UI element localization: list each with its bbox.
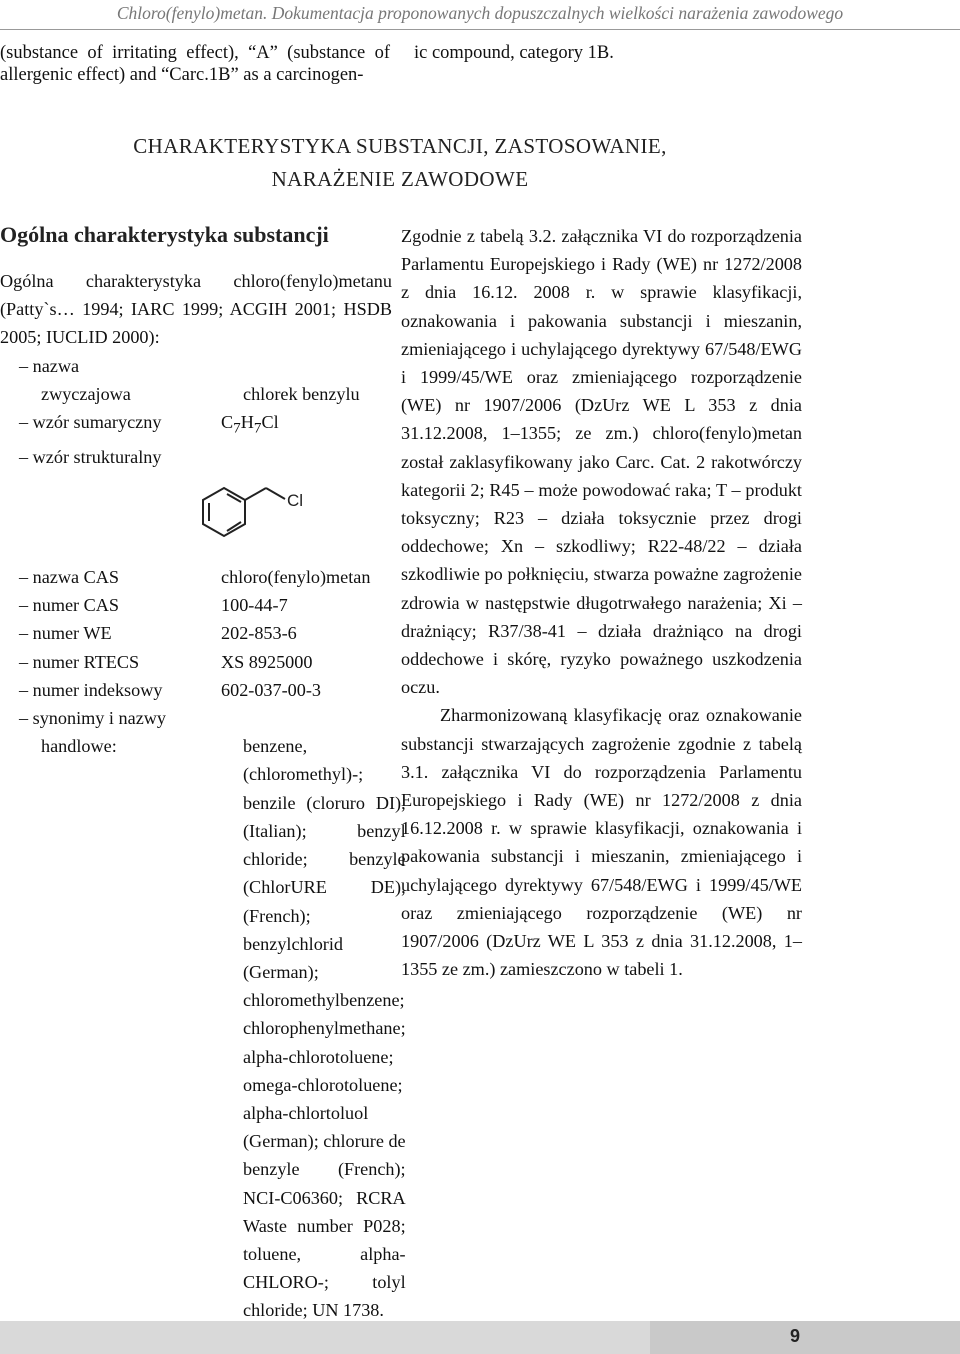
index-number-row xyxy=(0,676,392,704)
common-name-label: zwyczajowa xyxy=(41,383,131,404)
index-number-label: – numer indeksowy xyxy=(19,679,163,700)
name-label: – nazwa xyxy=(19,355,80,376)
footer-page-box xyxy=(650,1321,960,1354)
cas-name-row xyxy=(0,563,392,591)
section-heading-line1: CHARAKTERYSTYKA SUBSTANCJI, ZASTOSOWANIE, xyxy=(133,134,667,158)
harmonized-classification-paragraph: Zharmonizowaną klasyfikację oraz oznakowanie substancji stwarzających zagrożenie zgodnie z tabelą 3.1. załącznika VI do rozporządzenia Parlamentu Europejskiego i Rady (WE) nr 1272/2008 z dnia 16.12.2008 r. w sprawie klasyfikacji, oznakowania i pakowania substancji i mieszanin, zmieniającego i uchylającego dyrektywy 67/548/EWG i 1999/45/WE oraz zmieniającego rozporządzenie (WE) nr 1907/2006 (DzUrz WE L 353 z dnia 31.12.2008, 1–1355 ze zm.) zamieszczono w tabeli 1. xyxy=(401,705,802,980)
intro-paragraph: Ogólna charakterystyka chloro(fenylo)metanu (Patty`s… 1994; IARC 1999; ACGIH 2001; HSDB 2005; IUCLID 2000): xyxy=(0,271,392,348)
index-number-value: 602-037-00-3 xyxy=(221,679,322,700)
we-number-label: – numer WE xyxy=(19,623,112,644)
structural-label: – wzór strukturalny xyxy=(19,446,162,467)
formula-h-sub: 7 xyxy=(253,419,262,437)
common-name-value: chlorek benzylu xyxy=(243,383,360,404)
we-number-value: 202-853-6 xyxy=(221,623,297,644)
we-number-row xyxy=(0,619,392,647)
left-column xyxy=(0,220,406,1325)
section-heading-line2: NARAŻENIE ZAWODOWE xyxy=(271,167,529,191)
cas-name-label: – nazwa CAS xyxy=(19,567,120,588)
structural-row xyxy=(0,443,392,471)
rtecs-number-row xyxy=(0,648,392,676)
trade-names-row xyxy=(0,732,406,1324)
page-number: 9 xyxy=(789,1326,800,1346)
continuation-left: (substance of irritating effect), “A” (substance of allergenic effect) and “Carc.1B” as a carcinogen- xyxy=(0,43,390,85)
footer-bar xyxy=(0,1321,650,1354)
trade-names-label: handlowe: xyxy=(41,736,117,757)
cas-number-label: – numer CAS xyxy=(19,595,120,616)
structural-formula xyxy=(0,471,392,563)
cas-number-value: 100-44-7 xyxy=(221,595,288,616)
subheading-general-characteristics: Ogólna charakterystyka substancji xyxy=(0,222,329,247)
trade-names-value: benzene, (chloromethyl)-; benzile (cloruro DI), (Italian); benzyl chloride; benzyle (ChlorURE DE), (French); benzylchlorid (German); chloromethylbenzene; chlorophenylmethane; alpha-chlorotoluene; omega-chlorotoluene; alpha-chlortoluol (German); chlorure de benzyle (French); NCI-C06360; RCRA Waste number P028; toluene, alpha-CHLORO-; tolyl chloride; UN 1738. xyxy=(243,736,406,1321)
formula-h: H xyxy=(240,412,254,433)
continuation-right: ic compound, category 1B. xyxy=(414,43,614,63)
rtecs-number-label: – numer RTECS xyxy=(19,651,140,672)
ch2-bond xyxy=(245,488,266,500)
formula-c: C xyxy=(221,412,234,433)
cas-number-row xyxy=(0,591,392,619)
classification-paragraph: Zgodnie z tabelą 3.2. załącznika VI do rozporządzenia Parlamentu Europejskiego i Rady (WE) nr 1272/2008 z dnia 16.12. 2008 r. w sprawie klasyfikacji, oznakowania i pakowania substancji i mieszanin, zmieniającego i uchylającego dyrektywy 67/548/EWG i 1999/45/WE oraz zmieniającego rozporządzenie (WE) nr 1907/2006 (DzUrz WE L 353 z dnia 31.12.2008, 1–1355; ze zm.) chloro(fenylo)metan został zaklasyfikowany jako Carc. Cat. 2 rakotwórczy kategorii 2; R45 – może powodować raka; T – produkt toksyczny; R23 – działa toksycznie przez drogi oddechowe; Xn – szkodliwy; R22-48/22 – działa szkodliwie po połknięciu, stwarza poważne zagrożenie zdrowia w następstwie długotrwałego narażenia; Xi – drażniący; R37/38-41 – działa drażniąco na drogi oddechowe i skórę, ryzyko poważnego uszkodzenia oczu. xyxy=(401,226,802,698)
running-header xyxy=(0,0,960,32)
formula-row xyxy=(0,408,392,443)
cas-name-value: chloro(fenylo)metan xyxy=(221,567,371,588)
header-rule xyxy=(0,29,960,30)
formula-cl: Cl xyxy=(261,412,279,433)
right-column xyxy=(401,222,802,983)
formula-c-sub: 7 xyxy=(233,419,241,437)
synonyms-label: – synonimy i nazwy xyxy=(19,708,167,729)
formula-label: – wzór sumaryczny xyxy=(19,412,162,433)
ccl-bond xyxy=(266,488,285,499)
ring-double-bond-3 xyxy=(227,494,241,502)
formula-value xyxy=(221,408,392,443)
running-title: Chloro(fenylo)metan. Dokumentacja proponowanych dopuszczalnych wielkości narażenia zawodowego xyxy=(116,3,844,23)
rtecs-number-value: XS 8925000 xyxy=(221,651,313,672)
name-row xyxy=(0,352,392,380)
synonyms-row xyxy=(0,704,392,732)
section-heading xyxy=(0,130,800,196)
structure-cl-label: Cl xyxy=(287,491,304,511)
common-name-row xyxy=(0,380,392,408)
benzyl-chloride-structure xyxy=(193,479,333,559)
